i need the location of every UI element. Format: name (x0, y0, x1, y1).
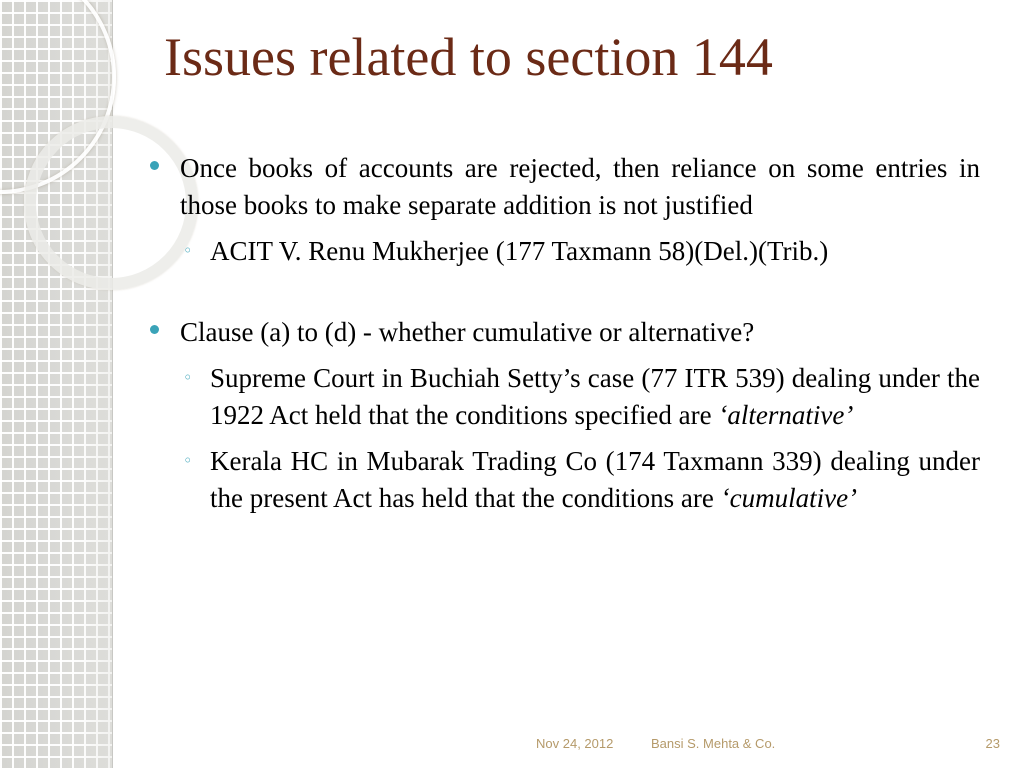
sub-bullet-icon: ◦ (183, 368, 193, 387)
sub-bullet-text: Supreme Court in Buchiah Setty’s case (77 ITR 539) dealing under the 1922 Act held that the conditions specified are (210, 363, 980, 430)
decorative-grid-panel (0, 0, 113, 768)
footer-date: Nov 24, 2012 (536, 736, 614, 751)
bullet-item (148, 314, 980, 351)
bullet-icon (150, 325, 159, 334)
sub-bullet-item (180, 233, 980, 270)
bullet-text: Clause (a) to (d) - whether cumulative or alternative? (180, 317, 755, 347)
page-number: 23 (985, 736, 1000, 751)
sub-bullet-emphasis: ‘cumulative’ (720, 483, 858, 513)
bullet-item (148, 150, 980, 224)
footer-company: Bansi S. Mehta & Co. (651, 736, 776, 751)
sub-bullet-item (180, 443, 980, 517)
sub-bullet-text: ACIT V. Renu Mukherjee (177 Taxmann 58)(Del.)(Trib.) (210, 236, 829, 266)
sub-bullet-text: Kerala HC in Mubarak Trading Co (174 Taxmann 339) dealing under the present Act has held that the conditions are (210, 446, 980, 513)
sub-bullet-item (180, 360, 980, 434)
bullet-text: Once books of accounts are rejected, then reliance on some entries in those books to make separate addition is not justified (180, 153, 980, 220)
sub-bullet-icon: ◦ (183, 241, 193, 260)
slide-title: Issues related to section 144 (164, 27, 773, 87)
bullet-icon (150, 161, 159, 170)
sub-bullet-icon: ◦ (183, 451, 193, 470)
slide-content (148, 150, 980, 517)
slide-footer (0, 734, 1024, 758)
sub-bullet-emphasis: ‘alternative’ (718, 400, 854, 430)
